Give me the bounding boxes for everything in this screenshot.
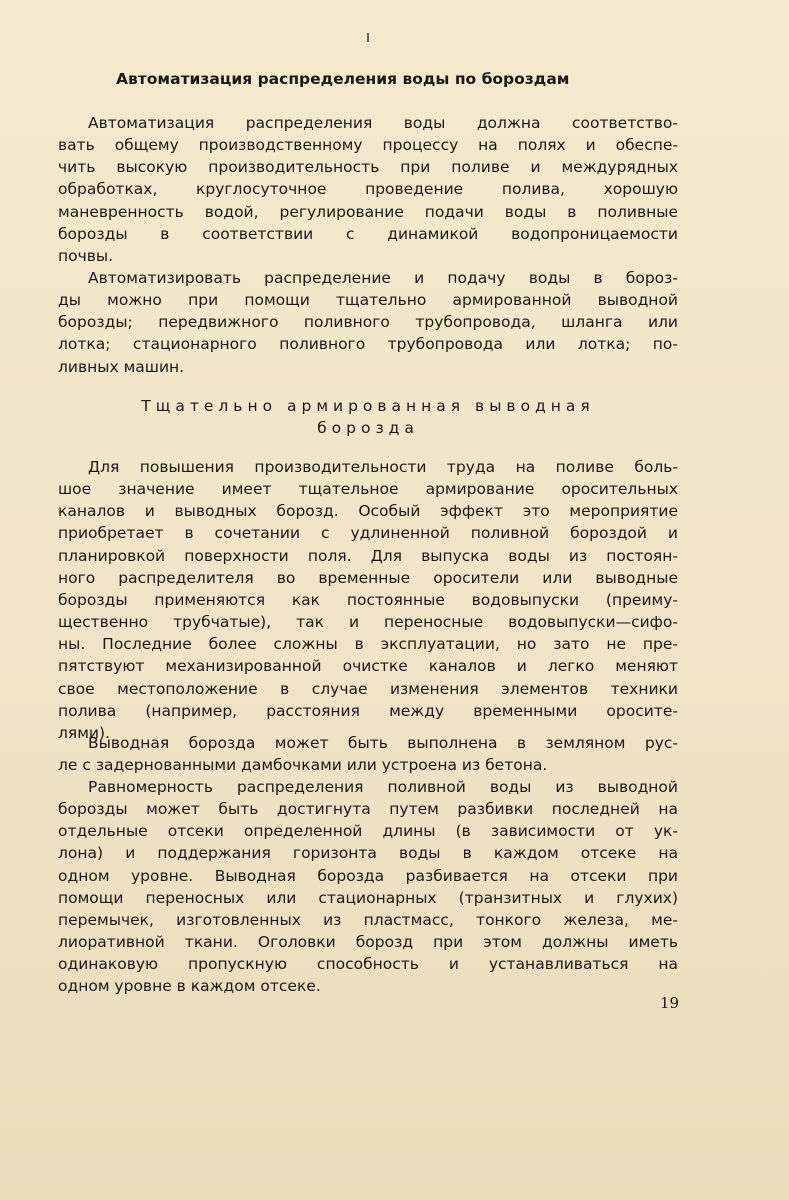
text-line: одном уровне в каждом отсеке. xyxy=(58,977,321,996)
body-paragraph-1 xyxy=(58,456,678,744)
text-line: одинаковую пропускную способность и устанавливаться на xyxy=(58,955,678,974)
text-line: ного распределителя во временные оросители или выводные xyxy=(58,568,678,587)
text-line: полива (например, расстояния между временными оросите- xyxy=(58,701,678,720)
text-line: борозды в соответствии с динамикой водопроницаемости xyxy=(58,224,678,243)
text-line: ливных машин. xyxy=(58,357,185,376)
heading-line: Тщательно армированная выводная xyxy=(141,397,595,415)
text-line: перемычек, изготовленных из пластмасс, тонкого железа, ме- xyxy=(58,910,678,929)
text-line: планировкой поверхности поля. Для выпуска воды из постоян- xyxy=(58,546,678,565)
text-line: Автоматизация распределения воды должна соответство- xyxy=(88,114,678,132)
section-title: Автоматизация распределения воды по бороздам xyxy=(116,70,570,88)
text-line: каналов и выводных борозд. Особый эффект это мероприятие xyxy=(58,502,678,521)
text-line: борозды применяются как постоянные водовыпуски (преиму- xyxy=(58,590,678,609)
heading-line: борозда xyxy=(317,419,419,437)
text-line: ны. Последние более сложны в эксплуатации, но зато не пре- xyxy=(58,635,678,654)
text-line: шое значение имеет тщательное армирование оросительных xyxy=(58,480,678,499)
text-line: обработках, круглосуточное проведение полива, хорошую xyxy=(58,180,678,199)
scan-mark xyxy=(367,33,369,42)
text-line: чить высокую производительность при поливе и междурядных xyxy=(58,158,678,177)
text-line: Выводная борозда может быть выполнена в земляном рус- xyxy=(88,734,678,752)
text-line: щественно трубчатые), так и переносные водовыпуски—сифо- xyxy=(58,613,678,632)
text-line: пятствуют механизированной очистке каналов и легко меняют xyxy=(58,657,678,676)
text-line: вать общему производственному процессу на полях и обеспе- xyxy=(58,136,678,155)
body-paragraph-2 xyxy=(58,732,678,776)
text-line: борозды может быть достигнута путем разбивки последней на xyxy=(58,800,678,819)
text-line: Для повышения производительности труда на поливе боль- xyxy=(88,458,678,476)
intro-paragraph-1 xyxy=(58,112,678,267)
text-line: ле с задернованными дамбочками или устроена из бетона. xyxy=(58,756,548,775)
intro-paragraph-2 xyxy=(58,267,678,378)
text-line: помощи переносных или стационарных (транзитных и глухих) xyxy=(58,888,678,907)
text-line: лиоративной ткани. Оголовки борозд при этом должны иметь xyxy=(58,933,678,952)
text-line: лями). xyxy=(58,723,110,742)
text-line: маневренность водой, регулирование подачи воды в поливные xyxy=(58,202,678,221)
text-line: отдельные отсеки определенной длины (в зависимости от ук- xyxy=(58,822,678,841)
text-line: одном уровне. Выводная борозда разбивается на отсеки при xyxy=(58,866,678,885)
text-line: Автоматизировать распределение и подачу воды в бороз- xyxy=(88,269,678,287)
text-line: Равномерность распределения поливной воды из выводной xyxy=(88,778,678,796)
text-line: борозды; передвижного поливного трубопровода, шланга или xyxy=(58,313,678,332)
text-line: почвы. xyxy=(58,246,114,265)
subsection-heading xyxy=(58,395,678,439)
text-line: лона) и поддержания горизонта воды в каждом отсеке на xyxy=(58,844,678,863)
text-line: лотка; стационарного поливного трубопровода или лотка; по- xyxy=(58,335,678,354)
text-line: ды можно при помощи тщательно армированной выводной xyxy=(58,291,678,310)
page-number: 19 xyxy=(660,994,680,1012)
body-paragraph-3 xyxy=(58,776,678,998)
text-line: приобретает в сочетании с удлиненной поливной бороздой и xyxy=(58,524,678,543)
text-line: свое местоположение в случае изменения элементов техники xyxy=(58,679,678,698)
